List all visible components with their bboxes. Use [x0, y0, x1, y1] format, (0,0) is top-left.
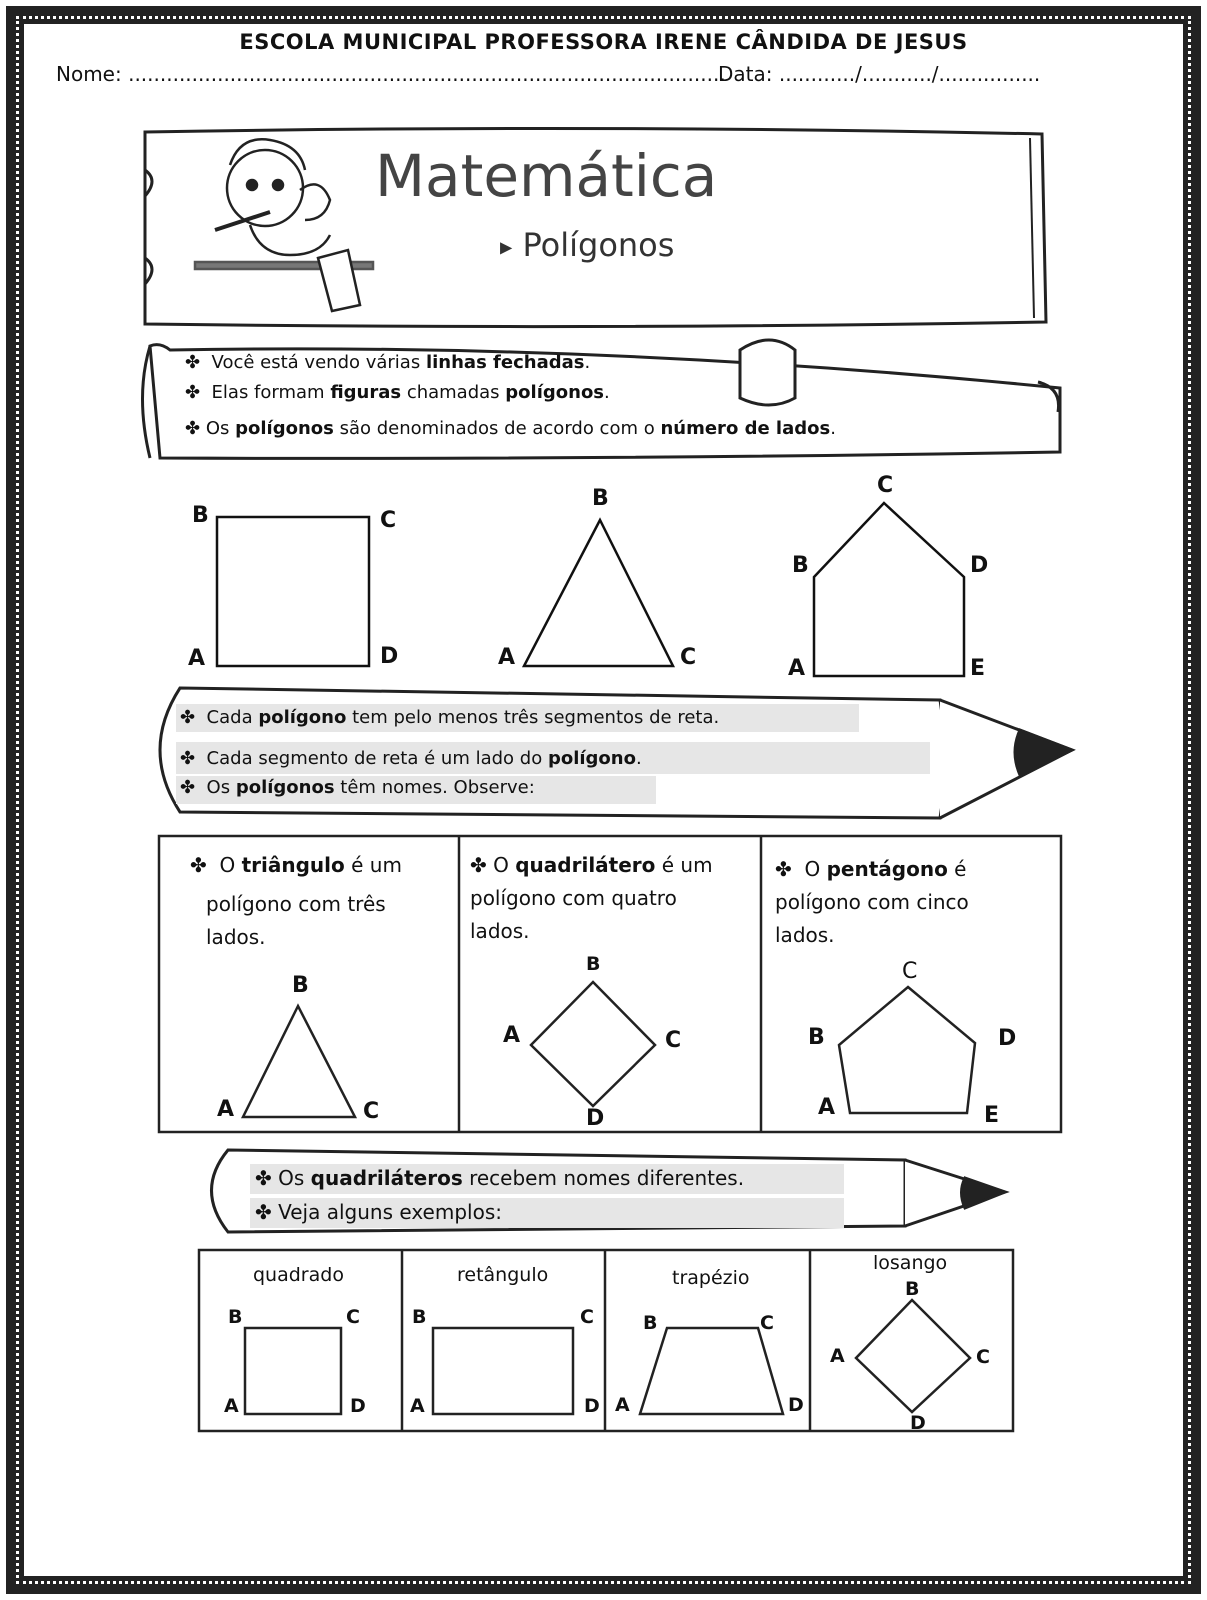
banner-title: Matemática — [375, 142, 718, 210]
triangle-shape — [524, 520, 673, 666]
pentagon-shape — [814, 503, 964, 676]
pentagon-label-e: E — [970, 656, 986, 681]
quadrado-label-a: A — [224, 1395, 239, 1417]
losango-label-d: D — [910, 1412, 926, 1434]
box-quad-label-b: B — [586, 953, 601, 975]
losango-label-b: B — [905, 1278, 920, 1300]
triangle-label-c: C — [680, 645, 697, 670]
pentagon-label-b: B — [792, 553, 809, 578]
bullet-icon: ✤ — [255, 1200, 272, 1224]
retangulo-label-a: A — [410, 1395, 425, 1417]
box-quad-label-d: D — [586, 1106, 605, 1131]
top-figures — [217, 503, 964, 676]
bullet-icon: ✤ — [185, 352, 201, 373]
bullet-icon: ✤ — [775, 857, 792, 881]
banner-subtitle — [500, 226, 674, 264]
pentagon-label-a: A — [788, 656, 806, 681]
pentagon-label-c: C — [877, 473, 894, 498]
triangle-label-a: A — [498, 645, 516, 670]
quadrado-label-d: D — [350, 1395, 366, 1417]
box-quadrilateral-text: ✤ O quadrilátero é um polígono com quatro lados. — [470, 853, 713, 943]
trapezio-label-a: A — [615, 1394, 630, 1416]
box-pent-label-b: B — [808, 1025, 825, 1050]
bullet-icon: ✤ — [180, 748, 196, 769]
box-quad-label-c: C — [665, 1028, 682, 1053]
pentagon-label-d: D — [970, 553, 989, 578]
quad-name-losango: losango — [873, 1252, 948, 1274]
triangle-label-b: B — [592, 486, 609, 511]
box-triangle-label-b: B — [292, 973, 309, 998]
arrow-right-icon: ▶ — [500, 237, 513, 257]
bullet-icon: ✤ — [180, 707, 196, 728]
name-field[interactable]: Nome: .............................................................................................. — [56, 62, 726, 86]
bullet-icon: ✤ — [190, 853, 207, 877]
pencil1-line-3: ✤ Os polígonos têm nomes. Observe: — [180, 777, 535, 798]
square-label-c: C — [380, 508, 397, 533]
retangulo-label-d: D — [584, 1395, 600, 1417]
box-pent-label-d: D — [998, 1026, 1017, 1051]
bullet-icon: ✤ — [470, 853, 487, 877]
box-pent-label-a: A — [818, 1095, 836, 1120]
bullet-icon: ✤ — [255, 1166, 272, 1190]
box-pent-label-e: E — [984, 1103, 1000, 1128]
quad-name-trapezio: trapézio — [672, 1267, 750, 1289]
intro-line-3: ✤ Os polígonos são denominados de acordo com o número de lados. — [185, 418, 836, 439]
bullet-icon: ✤ — [185, 418, 201, 439]
square-label-b: B — [192, 503, 209, 528]
intro-line-1: ✤ Você está vendo várias linhas fechadas. — [185, 352, 591, 373]
pencil1-line-1: ✤ Cada polígono tem pelo menos três segmentos de reta. — [180, 707, 720, 728]
box-pentagon-text: ✤ O pentágono é polígono com cinco lados. — [775, 857, 969, 947]
pencil1-line-2: ✤ Cada segmento de reta é um lado do polígono. — [180, 748, 642, 769]
trapezio-label-b: B — [643, 1312, 658, 1334]
banner-subtitle-text: Polígonos — [522, 226, 675, 264]
box-triangle-label-a: A — [217, 1097, 235, 1122]
quadrado-label-c: C — [346, 1306, 360, 1328]
box-triangle-label-c: C — [363, 1099, 380, 1124]
square-shape — [217, 517, 369, 666]
trapezio-label-c: C — [760, 1312, 774, 1334]
pencil2-line-2: ✤ Veja alguns exemplos: — [255, 1200, 502, 1224]
bullet-icon: ✤ — [180, 777, 196, 798]
quadrado-label-b: B — [228, 1306, 243, 1328]
box-quad-label-a: A — [503, 1023, 521, 1048]
pencil2-line-1: ✤ Os quadriláteros recebem nomes diferentes. — [255, 1166, 745, 1190]
date-field[interactable]: Data: ............/.........../................ — [718, 62, 1041, 86]
trapezio-label-d: D — [788, 1394, 804, 1416]
school-name: ESCOLA MUNICIPAL PROFESSORA IRENE CÂNDIDA DE JESUS — [239, 30, 968, 54]
box-pent-label-c: C — [902, 959, 918, 984]
square-label-a: A — [188, 646, 206, 671]
retangulo-label-b: B — [412, 1306, 427, 1328]
losango-label-c: C — [976, 1346, 990, 1368]
box-triangle-text: ✤ O triângulo é um polígono com três lados. — [190, 853, 402, 949]
quad-name-retangulo: retângulo — [457, 1264, 549, 1286]
losango-label-a: A — [830, 1345, 845, 1367]
bullet-icon: ✤ — [185, 382, 201, 403]
square-label-d: D — [380, 644, 399, 669]
retangulo-label-c: C — [580, 1306, 594, 1328]
quad-name-quadrado: quadrado — [253, 1264, 344, 1286]
intro-line-2: ✤ Elas formam figuras chamadas polígonos. — [185, 382, 610, 403]
